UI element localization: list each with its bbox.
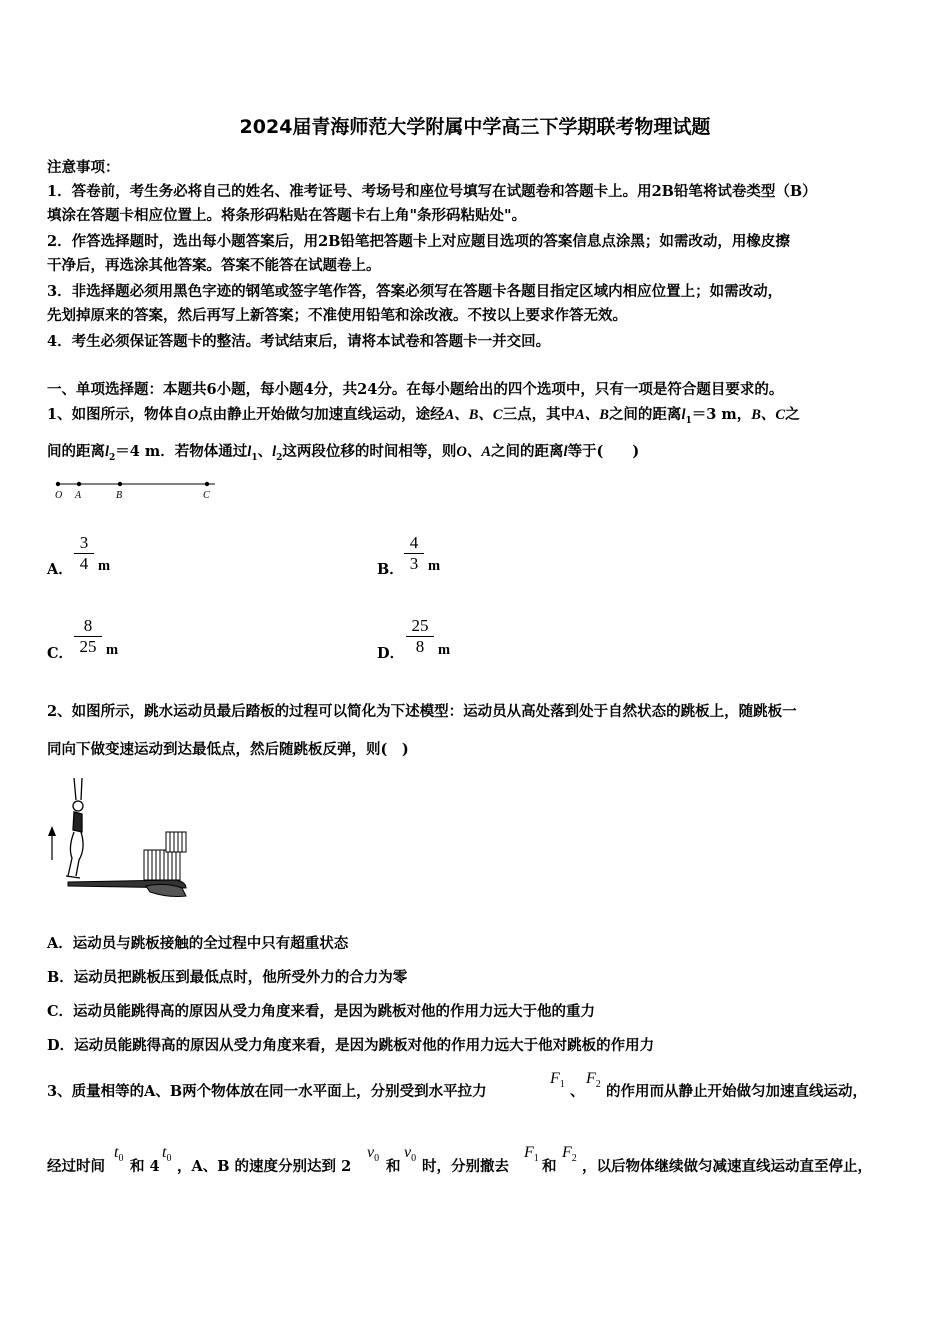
q3-line1-a: 3、质量相等的A、B两个物体放在同一水平面上，分别受到水平拉力	[47, 1083, 487, 1100]
q3-line2-c: ，A、B 的速度分别达到 2	[177, 1158, 352, 1175]
q3-line2-b: 和 4	[130, 1158, 160, 1175]
q1-line-diagram	[50, 476, 220, 502]
math-f1: $F_1$	[524, 1144, 539, 1165]
q2-option-a[interactable]: A．运动员与跳板接触的全过程中只有超重状态	[47, 935, 349, 952]
fraction: 4 3	[404, 533, 424, 574]
math-v0: $v_0$	[367, 1144, 380, 1165]
section-heading: 一、单项选择题：本题共6小题，每小题4分，共24分。在每小题给出的四个选项中，只有一项是符合题目要求的。	[47, 381, 784, 398]
math-f2: $F_2$	[586, 1070, 601, 1091]
point-c	[205, 482, 209, 486]
point-o	[56, 482, 60, 486]
q2-option-c[interactable]: C．运动员能跳得高的原因从受力角度来看，是因为跳板对他的作用力远大于他的重力	[47, 1003, 596, 1020]
math-v0: $v_0$	[404, 1144, 417, 1165]
math-f1: $F_1$	[550, 1070, 565, 1091]
label-o: O	[55, 490, 63, 501]
math-t0: $t_0$	[114, 1144, 124, 1165]
notice-line: 干净后，再选涂其他答案。答案不能答在试题卷上。	[47, 257, 381, 274]
notice-line: 填涂在答题卡相应位置上。将条形码粘贴在答题卡右上角"条形码粘贴处"。	[47, 207, 527, 224]
diver	[66, 778, 83, 878]
notice-line: 1．答卷前，考生务必将自己的姓名、准考证号、考场号和座位号填写在试题卷和答题卡上。用2B铅笔将试卷类型（B）	[47, 183, 817, 200]
q2-line2: 同向下做变速运动到达最低点，然后随跳板反弹，则( )	[47, 741, 409, 758]
fraction: 8 25	[74, 616, 102, 657]
diver-figure	[46, 770, 191, 905]
fraction: 25 8	[406, 616, 434, 657]
q3-line2-f: 和	[542, 1158, 557, 1175]
q3-line1-c: 的作用而从静止开始做匀加速直线运动，	[606, 1083, 867, 1100]
label-c: C	[203, 490, 210, 501]
label-b: B	[116, 490, 123, 501]
q3-line2-e: 时，分别撤去	[422, 1158, 509, 1175]
notice-line: 4．考生必须保证答题卡的整洁。考试结束后，请将本试卷和答题卡一并交回。	[47, 333, 551, 350]
q3-line2-a: 经过时间	[47, 1158, 105, 1175]
point-a	[77, 482, 81, 486]
notice-heading: 注意事项：	[47, 159, 120, 176]
stand	[144, 832, 186, 880]
q2-option-b[interactable]: B．运动员把跳板压到最低点时，他所受外力的合力为零	[47, 969, 408, 986]
math-f2: $F_2$	[562, 1144, 577, 1165]
math-t0: $t_0$	[162, 1144, 172, 1165]
q3-line2-d: 和	[386, 1158, 401, 1175]
arrow-head	[48, 826, 56, 836]
notice-line: 先划掉原来的答案，然后再写上新答案；不准使用铅笔和涂改液。不按以上要求作答无效。	[47, 307, 627, 324]
q3-line2-g: ，以后物体继续做匀减速直线运动直至停止，	[582, 1158, 872, 1175]
notice-line: 2．作答选择题时，选出每小题答案后，用2B铅笔把答题卡上对应题目选项的答案信息点涂黑；如需改动，用橡皮擦	[47, 233, 790, 250]
q1-line1: 1、如图所示，物体自O点由静止开始做匀加速直线运动，途经A、B、C三点，其中A、B之间的距离$l_1=3$ m，B、C之	[47, 406, 800, 426]
q3-line1-sep: 、	[570, 1083, 585, 1100]
q1-line2: 间的距离$l_2=4$ m．若物体通过$l_1$、$l_2$这两段位移的时间相等，则O、A之间的距离l等于( )	[47, 443, 640, 463]
q2-line1: 2、如图所示，跳水运动员最后踏板的过程可以简化为下述模型：运动员从高处落到处于自然状态的跳板上，随跳板一	[47, 703, 797, 720]
fraction: 3 4	[74, 533, 94, 574]
q2-option-d[interactable]: D．运动员能跳得高的原因从受力角度来看，是因为跳板对他的作用力远大于他对跳板的作用力	[47, 1037, 655, 1054]
notice-line: 3．非选择题必须用黑色字迹的钢笔或签字笔作答，答案必须写在答题卡各题目指定区域内相应位置上；如需改动，	[47, 283, 783, 300]
label-a: A	[75, 490, 82, 501]
page-title: 2024届青海师范大学附属中学高三下学期联考物理试题	[239, 116, 711, 138]
point-b	[118, 482, 122, 486]
